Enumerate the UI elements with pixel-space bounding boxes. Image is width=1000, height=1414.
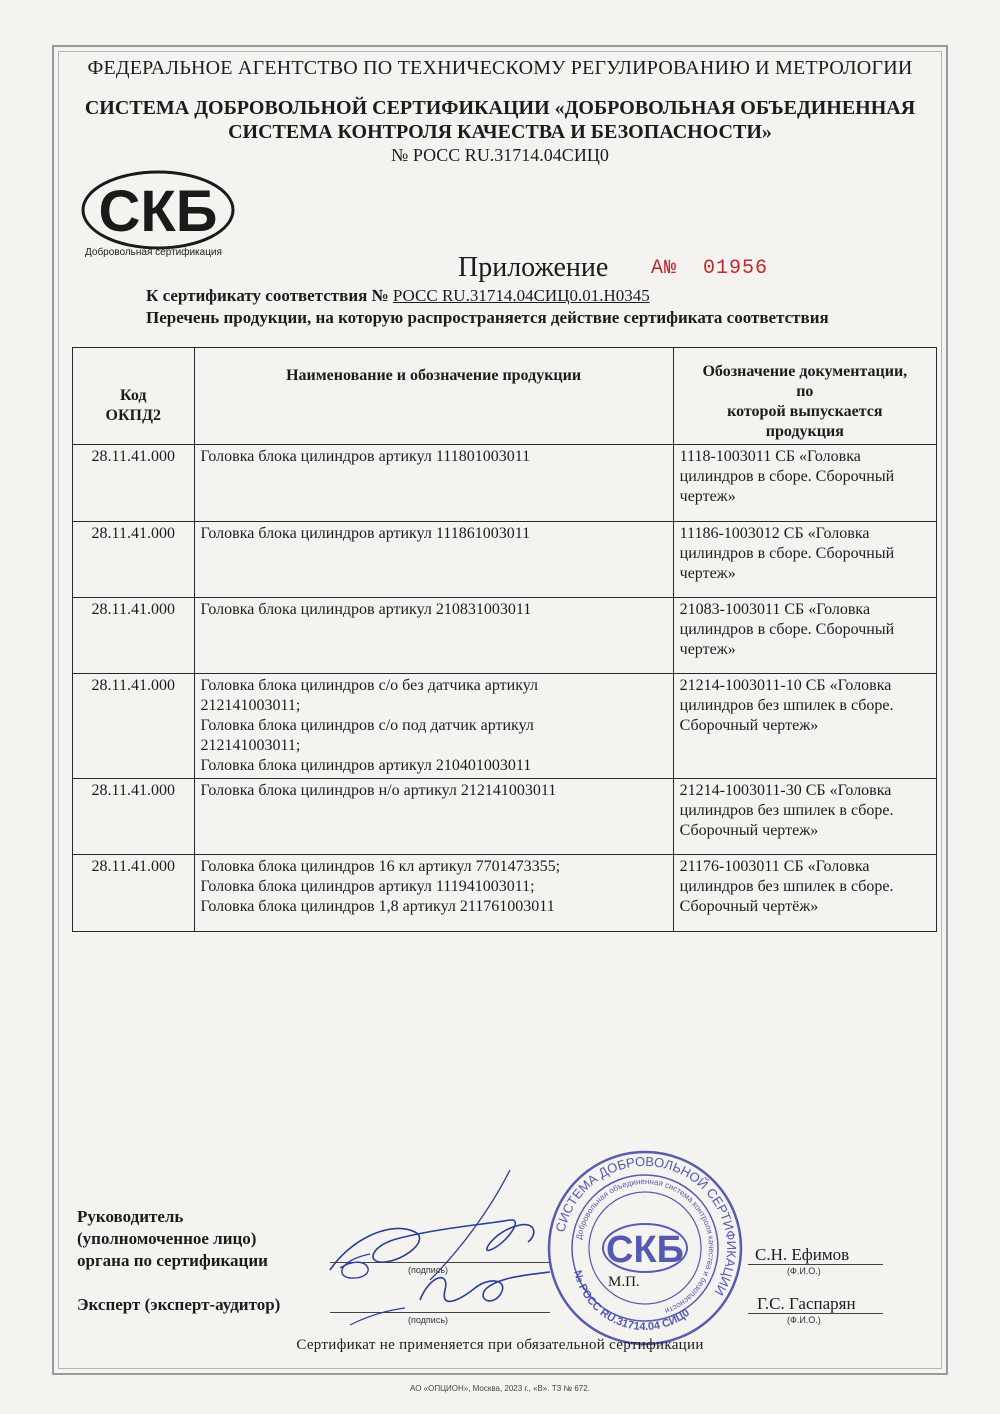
- row-documentation: 11186-1003012 СБ «Головка цилиндров в сборе. Сборочный чертеж»: [673, 522, 936, 598]
- header-documentation: Обозначение документации, по которой выпускается продукция: [673, 348, 936, 445]
- expert-label: Эксперт (эксперт-аудитор): [77, 1295, 281, 1314]
- stamp-inner-text: Добровольная объединенная система контроля качества и безопасности: [574, 1176, 717, 1316]
- logo-caption: Добровольная сертификация: [85, 247, 222, 258]
- table-row: [73, 674, 937, 779]
- header-name: Наименование и обозначение продукции: [194, 348, 673, 445]
- certificate-prefix: К сертификату соответствия №: [146, 286, 393, 305]
- table-header-row: [73, 348, 937, 445]
- row-product-name: Головка блока цилиндров артикул 111801003011: [194, 445, 673, 522]
- table-row: [73, 445, 937, 522]
- head-fio-caption: (Ф.И.О.): [787, 1266, 821, 1276]
- row-documentation: 21214-1003011-30 СБ «Головка цилиндров без шпилек в сборе. Сборочный чертеж»: [673, 779, 936, 855]
- row-product-name: Головка блока цилиндров 16 кл артикул 7701473355; Головка блока цилиндров артикул 111941003011; Головка блока цилиндров 1,8 артикул 211761003011: [194, 855, 673, 932]
- handwritten-signatures: [310, 1150, 570, 1330]
- system-registration-number: № РОСС RU.31714.04СИЦ0: [391, 145, 609, 165]
- footer-note: Сертификат не применяется при обязательной сертификации: [296, 1337, 704, 1353]
- stamp-outer-text: СИСТЕМА ДОБРОВОЛЬНОЙ СЕРТИФИКАЦИИ: [552, 1153, 740, 1299]
- products-table: [72, 347, 937, 932]
- head-of-body-label: Руководитель (уполномоченное лицо) органа по сертификации: [77, 1207, 268, 1270]
- table-row: [73, 598, 937, 674]
- row-code: 28.11.41.000: [73, 598, 195, 674]
- head-name-line: [748, 1264, 883, 1265]
- header-code: Код ОКПД2: [73, 348, 195, 445]
- row-code: 28.11.41.000: [73, 445, 195, 522]
- row-product-name: Головка блока цилиндров н/о артикул 212141003011: [194, 779, 673, 855]
- expert-name: Г.С. Гаспарян: [757, 1294, 856, 1313]
- printer-imprint: АО «ОПЦИОН», Москва, 2023 г., «В». ТЗ № 672.: [410, 1384, 590, 1393]
- row-documentation: 21176-1003011 СБ «Головка цилиндров без шпилек в сборе. Сборочный чертёж»: [673, 855, 936, 932]
- stamp-center-text: СКБ: [606, 1229, 684, 1271]
- svg-text:№ РОСС RU.31714.04 СИЦ0: [571, 1269, 692, 1333]
- certificate-number: РОСС RU.31714.04СИЦ0.01.Н0345: [392, 286, 650, 305]
- appendix-title: Приложение: [458, 252, 609, 283]
- expert-signature-caption: (подпись): [408, 1315, 449, 1325]
- expert-fio-caption: (Ф.И.О.): [787, 1315, 821, 1325]
- certification-stamp: [545, 1148, 745, 1348]
- row-code: 28.11.41.000: [73, 522, 195, 598]
- appendix-number: А№ 01956: [651, 257, 769, 280]
- logo-text: СКБ: [98, 179, 218, 244]
- list-title: Перечень продукции, на которую распространяется действие сертификата соответствия: [146, 308, 829, 327]
- table-row: [73, 855, 937, 932]
- row-code: 28.11.41.000: [73, 855, 195, 932]
- row-product-name: Головка блока цилиндров артикул 111861003011: [194, 522, 673, 598]
- table-row: [73, 522, 937, 598]
- agency-title: ФЕДЕРАЛЬНОЕ АГЕНТСТВО ПО ТЕХНИЧЕСКОМУ РЕГУЛИРОВАНИЮ И МЕТРОЛОГИИ: [87, 57, 913, 79]
- head-signature-caption: (подпись): [408, 1265, 449, 1275]
- row-code: 28.11.41.000: [73, 779, 195, 855]
- row-product-name: Головка блока цилиндров с/о без датчика артикул 212141003011; Головка блока цилиндров с/о под датчик артикул 212141003011; Головка блока цилиндров артикул 210401003011: [194, 674, 673, 779]
- row-product-name: Головка блока цилиндров артикул 210831003011: [194, 598, 673, 674]
- row-documentation: 21214-1003011-10 СБ «Головка цилиндров без шпилек в сборе. Сборочный чертеж»: [673, 674, 936, 779]
- table-row: [73, 779, 937, 855]
- row-documentation: 21083-1003011 СБ «Головка цилиндров в сборе. Сборочный чертеж»: [673, 598, 936, 674]
- stamp-bottom-text: № РОСС RU.31714.04 СИЦ0: [571, 1269, 692, 1334]
- seal-place-caption: М.П.: [608, 1274, 640, 1290]
- head-name: С.Н. Ефимов: [755, 1245, 850, 1264]
- system-name: СИСТЕМА ДОБРОВОЛЬНОЙ СЕРТИФИКАЦИИ «ДОБРОВОЛЬНАЯ ОБЪЕДИНЕННАЯ СИСТЕМА КОНТРОЛЯ КАЧЕСТВА И БЕЗОПАСНОСТИ»: [84, 97, 916, 143]
- row-documentation: 1118-1003011 СБ «Головка цилиндров в сборе. Сборочный чертеж»: [673, 445, 936, 522]
- row-code: 28.11.41.000: [73, 674, 195, 779]
- certificate-reference: [146, 286, 650, 306]
- expert-name-line: [748, 1313, 883, 1314]
